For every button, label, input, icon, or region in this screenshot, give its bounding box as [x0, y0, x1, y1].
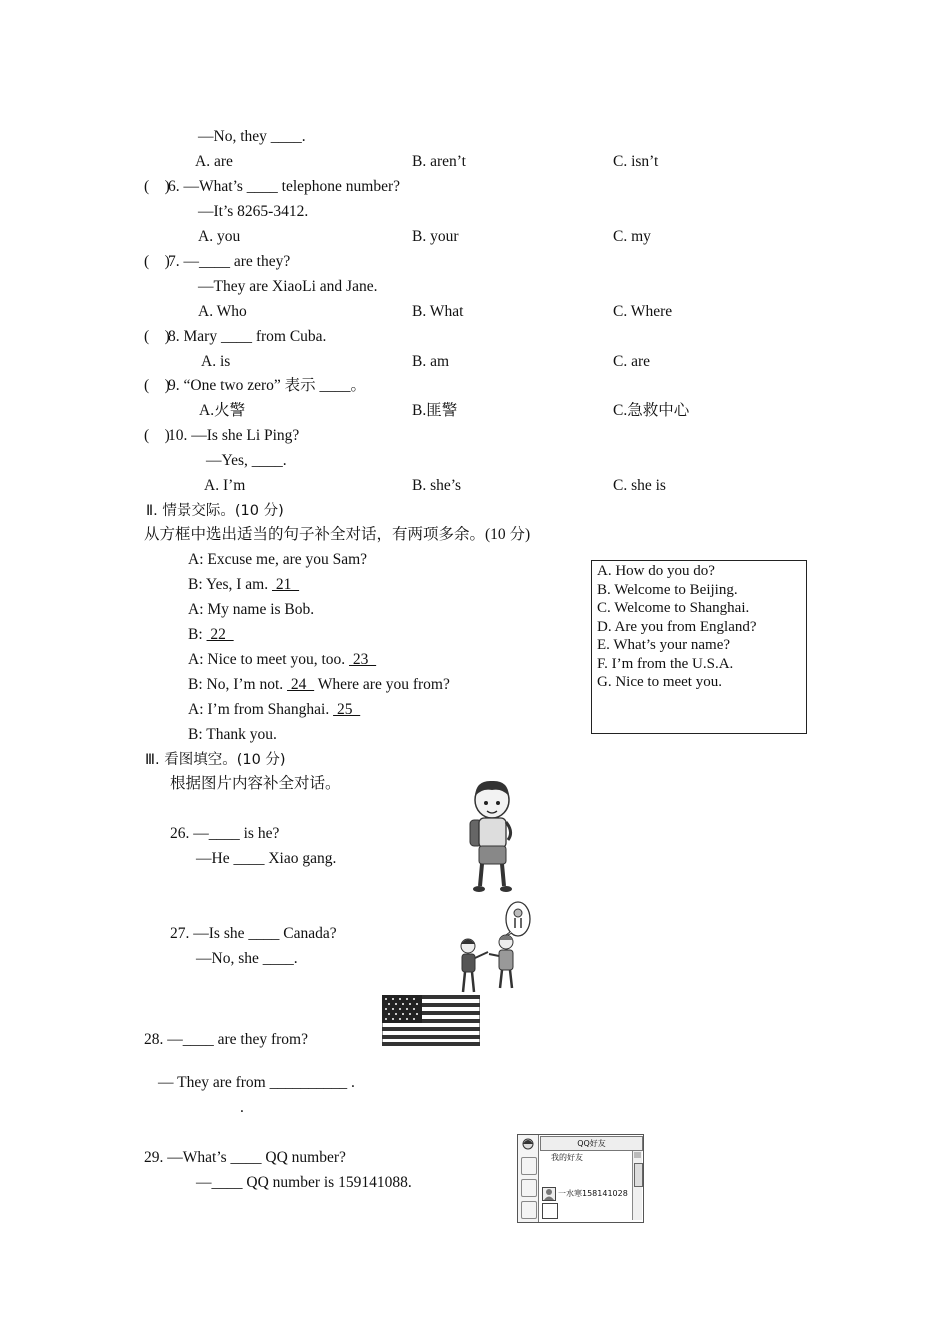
q5-answer-line: —No, they ____.: [198, 128, 306, 145]
q7-question: 7. —____ are they?: [168, 253, 291, 270]
q6-option-a: A. you: [198, 228, 241, 245]
dialog-line-2: B: Yes, I am. 21: [188, 576, 300, 593]
box-option-e: E. What’s your name?: [597, 637, 731, 653]
boy-illustration: [462, 776, 522, 900]
qq-scrollbar[interactable]: [632, 1151, 642, 1220]
q26-answer: —He ____ Xiao gang.: [196, 850, 337, 867]
children-talking-illustration: [452, 900, 536, 1000]
q5-option-c: C. isn’t: [613, 153, 659, 170]
q6-answer-paren[interactable]: ( ): [144, 178, 170, 195]
qq-avatar-icon: [521, 1138, 535, 1152]
q7-option-b: B. What: [412, 303, 464, 320]
blank-25[interactable]: 25: [333, 701, 361, 718]
blank-21[interactable]: 21: [271, 576, 300, 593]
q29-answer: —____ QQ number is 159141088.: [196, 1174, 412, 1191]
q9-option-c: C.急救中心: [613, 402, 690, 419]
qq-contact-avatar-icon: [542, 1187, 556, 1201]
q9-question: 9. “One two zero” 表示 ____。: [168, 377, 367, 394]
qq-contact[interactable]: 一水寒158141028: [558, 1189, 628, 1198]
qq-sidebar: [518, 1135, 539, 1222]
q10-question: 10. —Is she Li Ping?: [168, 427, 300, 444]
q10-answer-line: —Yes, ____.: [206, 452, 287, 469]
box-option-g: G. Nice to meet you.: [597, 674, 722, 690]
q8-option-a: A. is: [201, 353, 231, 370]
q7-option-c: C. Where: [613, 303, 673, 320]
qq-title: QQ好友: [540, 1136, 643, 1151]
q10-option-b: B. she’s: [412, 477, 462, 494]
q5-option-b: B. aren’t: [412, 153, 466, 170]
q28-question: 28. —____ are they from?: [144, 1031, 308, 1048]
us-flag-icon: [382, 995, 480, 1046]
section3-heading: Ⅲ. 看图填空。(10 分): [145, 752, 286, 768]
section2-heading: Ⅱ. 情景交际。(10 分): [146, 503, 284, 519]
q8-answer-paren[interactable]: ( ): [144, 328, 170, 345]
q8-option-b: B. am: [412, 353, 450, 370]
section3-instruction: 根据图片内容补全对话。: [170, 775, 341, 792]
q10-answer-paren[interactable]: ( ): [144, 427, 170, 444]
q29-question: 29. —What’s ____ QQ number?: [144, 1149, 346, 1166]
q7-answer-paren[interactable]: ( ): [144, 253, 170, 270]
q9-option-a: A.火警: [199, 402, 246, 419]
q8-option-c: C. are: [613, 353, 651, 370]
dialog-line-3: A: My name is Bob.: [188, 601, 315, 618]
dialog-line-7: A: I’m from Shanghai. 25: [188, 701, 361, 718]
q28-answer: — They are from __________ .: [158, 1074, 355, 1091]
q27-question: 27. —Is she ____ Canada?: [170, 925, 337, 942]
q8-question: 8. Mary ____ from Cuba.: [168, 328, 327, 345]
q5-option-a: A. are: [195, 153, 233, 170]
box-option-a: A. How do you do?: [597, 563, 715, 579]
blank-22[interactable]: 22: [206, 626, 234, 643]
dialog-line-1: A: Excuse me, are you Sam?: [188, 551, 368, 568]
box-option-b: B. Welcome to Beijing.: [597, 581, 738, 598]
q9-answer-paren[interactable]: ( ): [144, 377, 170, 394]
q28-stray-dot: .: [240, 1099, 244, 1116]
qq-group-label[interactable]: 我的好友: [551, 1153, 583, 1162]
blank-23[interactable]: 23: [349, 651, 377, 668]
q6-question: 6. —What’s ____ telephone number?: [168, 178, 401, 195]
q6-answer-line: —It’s 8265-3412.: [198, 203, 309, 220]
dialog-line-5: A: Nice to meet you, too. 23: [188, 651, 377, 668]
q10-option-a: A. I’m: [204, 477, 246, 494]
blank-24[interactable]: 24: [287, 676, 315, 693]
section2-instruction: 从方框中选出适当的句子补全对话，有两项多余。(10 分): [144, 526, 531, 543]
options-box: [591, 560, 807, 734]
q7-answer-line: —They are XiaoLi and Jane.: [198, 278, 378, 295]
q27-answer: —No, she ____.: [196, 950, 298, 967]
dialog-line-8: B: Thank you.: [188, 726, 277, 743]
dialog-line-6: B: No, I’m not. 24 Where are you from?: [188, 676, 450, 693]
q6-option-c: C. my: [613, 228, 651, 245]
q9-option-b: B.匪警: [412, 402, 458, 419]
q7-option-a: A. Who: [198, 303, 247, 320]
q6-option-b: B. your: [412, 228, 459, 245]
qq-window: [517, 1134, 644, 1223]
box-option-c: C. Welcome to Shanghai.: [597, 600, 750, 616]
box-option-f: F. I’m from the U.S.A.: [597, 655, 734, 672]
q26-question: 26. —____ is he?: [170, 825, 280, 842]
box-option-d: D. Are you from England?: [597, 618, 757, 635]
q10-option-c: C. she is: [613, 477, 666, 494]
dialog-line-4: B: 22: [188, 626, 234, 643]
